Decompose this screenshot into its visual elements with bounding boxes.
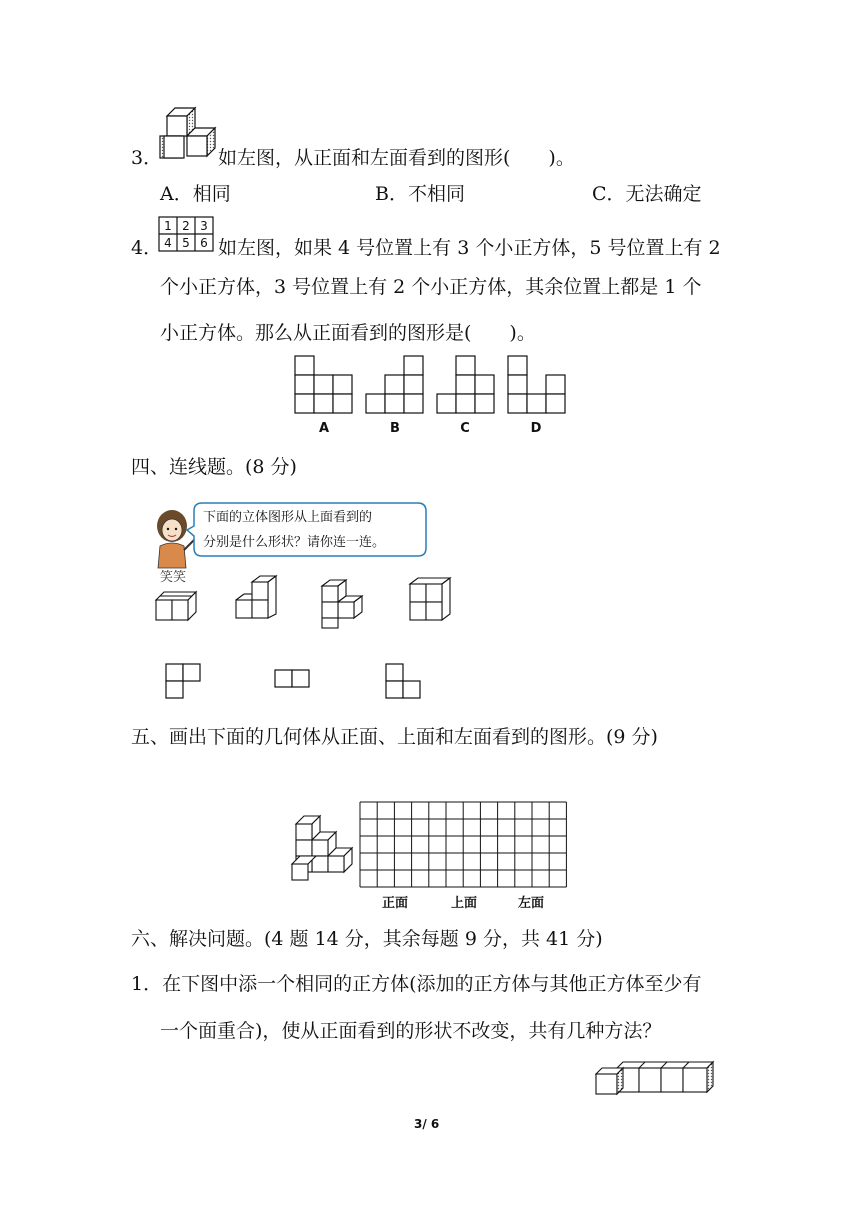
choice-label-c: C	[460, 421, 470, 436]
grid-cell-5: 5	[182, 236, 190, 250]
q4-line-2: 个小正方体，3 号位置上有 2 个小正方体，其余位置上都是 1 个	[160, 276, 702, 298]
grid-cell-6: 6	[200, 236, 208, 250]
section6-q1-line-1: 1．在下图中添一个相同的正方体(添加的正方体与其他正方体至少有	[131, 973, 702, 995]
q3-number: 3．	[131, 147, 163, 169]
q3-option-a: A．相同	[160, 183, 231, 205]
section6-title: 六、解决问题。(4 题 14 分，其余每题 9 分，共 41 分)	[131, 928, 603, 950]
bubble-text-line-2: 分别是什么形状？请你连一连。	[203, 535, 386, 550]
page-number: 3/ 6	[414, 1117, 440, 1131]
speech-bubble	[186, 500, 431, 560]
q4-number: 4．	[131, 237, 163, 259]
choice-label-b: B	[390, 421, 400, 436]
q3-question-text: 如左图，从正面和左面看到的图形( )。	[218, 147, 575, 169]
q4-line-3: 小正方体。那么从正面看到的图形是( )。	[160, 322, 536, 344]
section5-solid-figure	[288, 810, 358, 900]
choice-label-a: A	[318, 421, 330, 436]
q4-line-1: 如左图，如果 4 号位置上有 3 个小正方体，5 号位置上有 2	[218, 237, 721, 259]
bubble-text-line-1: 下面的立体图形从上面看到的	[203, 510, 373, 525]
grid-cell-4: 4	[164, 236, 172, 250]
q3-option-b: B．不相同	[375, 183, 465, 205]
top-view-shapes-row	[162, 662, 432, 702]
character-name: 笑笑	[160, 570, 187, 585]
section4-title: 四、连线题。(8 分)	[131, 456, 297, 478]
view-label-left: 左面	[518, 896, 545, 911]
section5-title: 五、画出下面的几何体从正面、上面和左面看到的图形。(9 分)	[131, 726, 658, 748]
section6-q1-line-2: 一个面重合)，使从正面看到的形状不改变，共有几种方法？	[160, 1020, 662, 1042]
row-of-cubes-figure	[593, 1060, 718, 1100]
solid-figures-row	[152, 574, 462, 634]
drawing-grid	[360, 802, 570, 892]
q4-answer-choices	[292, 354, 592, 438]
q3-option-c: C．无法确定	[592, 183, 702, 205]
view-label-top: 上面	[451, 896, 478, 911]
grid-cell-2: 2	[182, 219, 190, 233]
grid-cell-3: 3	[200, 219, 208, 233]
choice-label-d: D	[530, 421, 542, 436]
view-label-front: 正面	[382, 896, 409, 911]
grid-cell-1: 1	[164, 219, 172, 233]
q3-cube-figure	[158, 104, 218, 164]
q4-position-grid	[158, 216, 216, 254]
